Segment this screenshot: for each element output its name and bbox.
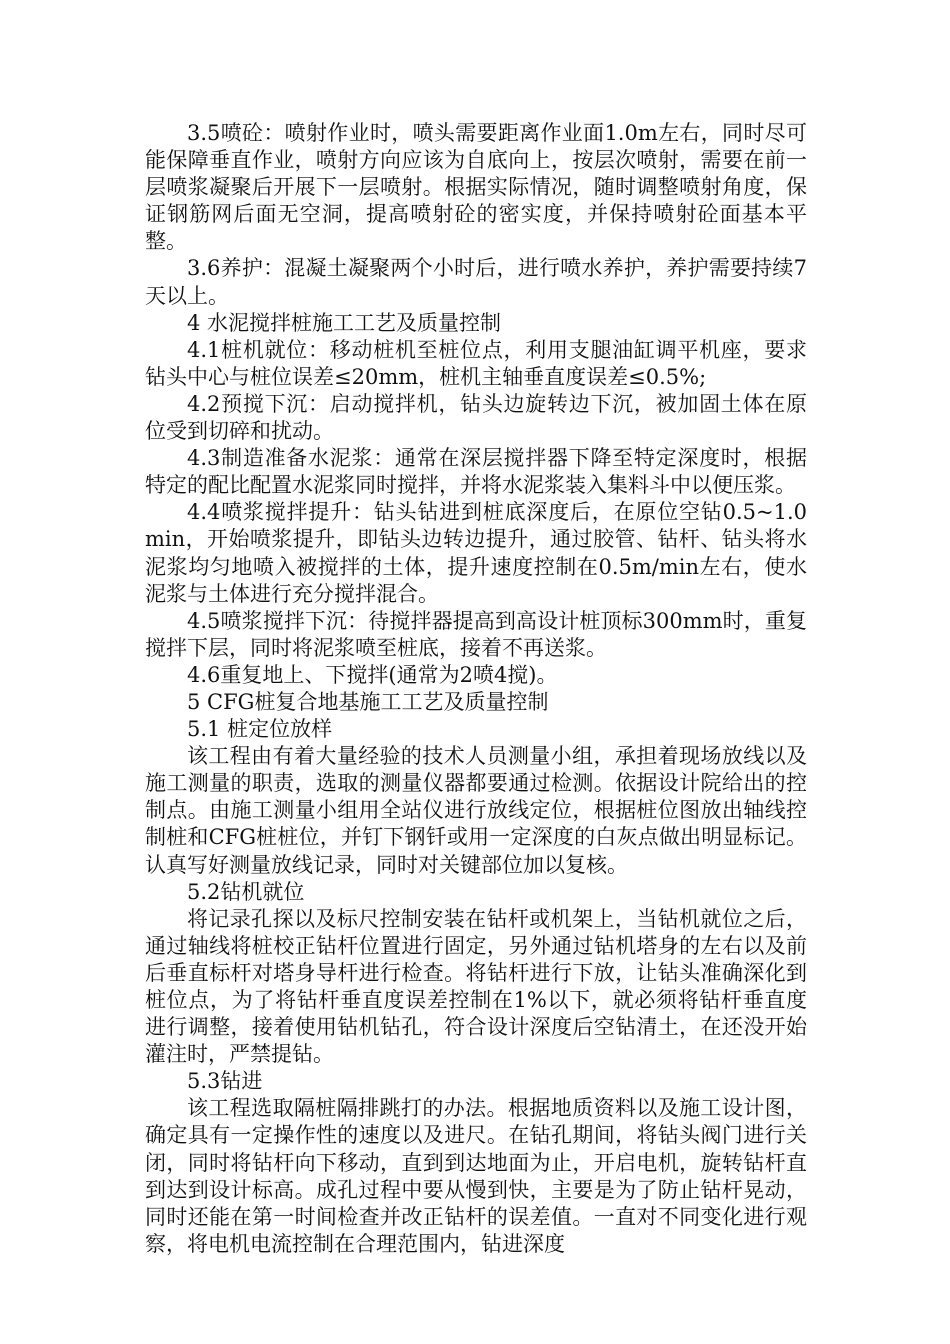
subheading-5-1: 5.1 桩定位放样: [187, 717, 333, 742]
paragraph-5-3-body: 该工程选取隔桩隔排跳打的办法。根据地质资料以及施工设计图，确定具有一定操作性的速度以及进尺。在钻孔期间，将钻头阀门进行关闭，同时将钻杆向下移动，直到到达地面为止，开启电机，旋转钻杆直到达到设计标高。成孔过程中要从慢到快，主要是为了防止钻杆晃动，同时还能在第一时间检查并改正钻杆的误差值。一直对不同变化进行观察，将电机电流控制在合理范围内，钻进深度: [145, 1096, 807, 1256]
paragraph-5-2-body: 将记录孔探以及标尺控制安装在钻杆或机架上，当钻机就位之后，通过轴线将桩校正钻杆位置进行固定，另外通过钻机塔身的左右以及前后垂直标杆对塔身导杆进行检查。将钻杆进行下放，让钻头准确深化到桩位点，为了将钻杆垂直度误差控制在1%以下，就必须将钻杆垂直度进行调整，接着使用钻机钻孔，符合设计深度后空钻清土，在还没开始灌注时，严禁提钻。: [145, 906, 807, 1067]
section-heading-4: 4 水泥搅拌桩施工工艺及质量控制: [187, 310, 502, 335]
paragraph-3-5-shotcrete: 3.5喷砼：喷射作业时，喷头需要距离作业面1.0m左右，同时尽可能保障垂直作业，喷射方向应该为自底向上，按层次喷射，需要在前一层喷浆凝聚后开展下一层喷射。根据实际情况，随时调整喷射角度，保证钢筋网后面无空洞，提高喷射砼的密实度，并保持喷射砼面基本平整。: [145, 121, 807, 254]
paragraph-4-3: 4.3制造准备水泥浆：通常在深层搅拌器下降至特定深度时，根据特定的配比配置水泥浆同时搅拌，并将水泥浆装入集料斗中以便压浆。: [145, 446, 807, 498]
paragraph-4-5: 4.5喷浆搅拌下沉：待搅拌器提高到高设计桩顶标300mm时，重复搅拌下层，同时将泥浆喷至桩底，接着不再送浆。: [145, 608, 807, 660]
document-body: [145, 120, 807, 1258]
paragraph-4-2: 4.2预搅下沉：启动搅拌机，钻头边旋转边下沉，被加固土体在原位受到切碎和扰动。: [145, 391, 807, 444]
paragraph-5-1-body: 该工程由有着大量经验的技术人员测量小组，承担着现场放线以及施工测量的职责，选取的测量仪器都要通过检测。依据设计院给出的控制点。由施工测量小组用全站仪进行放线定位，根据桩位图放出轴线控制桩和CFG桩桩位，并钉下钢钎或用一定深度的白灰点做出明显标记。认真写好测量放线记录，同时对关键部位加以复核。: [145, 744, 807, 877]
paragraph-4-1: 4.1桩机就位：移动桩机至桩位点，利用支腿油缸调平机座，要求钻头中心与桩位误差≤20mm，桩机主轴垂直度误差≤0.5%;: [145, 337, 807, 389]
subheading-5-3: 5.3钻进: [187, 1069, 263, 1094]
paragraph-3-6-curing: 3.6养护：混凝土凝聚两个小时后，进行喷水养护，养护需要持续7天以上。: [145, 256, 807, 308]
subheading-5-2: 5.2钻机就位: [187, 879, 305, 904]
paragraph-4-4: 4.4喷浆搅拌提升：钻头钻进到桩底深度后，在原位空钻0.5~1.0min，开始喷浆提升，即钻头边转边提升，通过胶管、钻杆、钻头将水泥浆均匀地喷入被搅拌的土体，提升速度控制在0.5m/min左右，使水泥浆与土体进行充分搅拌混合。: [145, 500, 807, 606]
paragraph-4-6: 4.6重复地上、下搅拌(通常为2喷4搅)。: [187, 662, 558, 687]
section-heading-5: 5 CFG桩复合地基施工工艺及质量控制: [187, 689, 549, 714]
